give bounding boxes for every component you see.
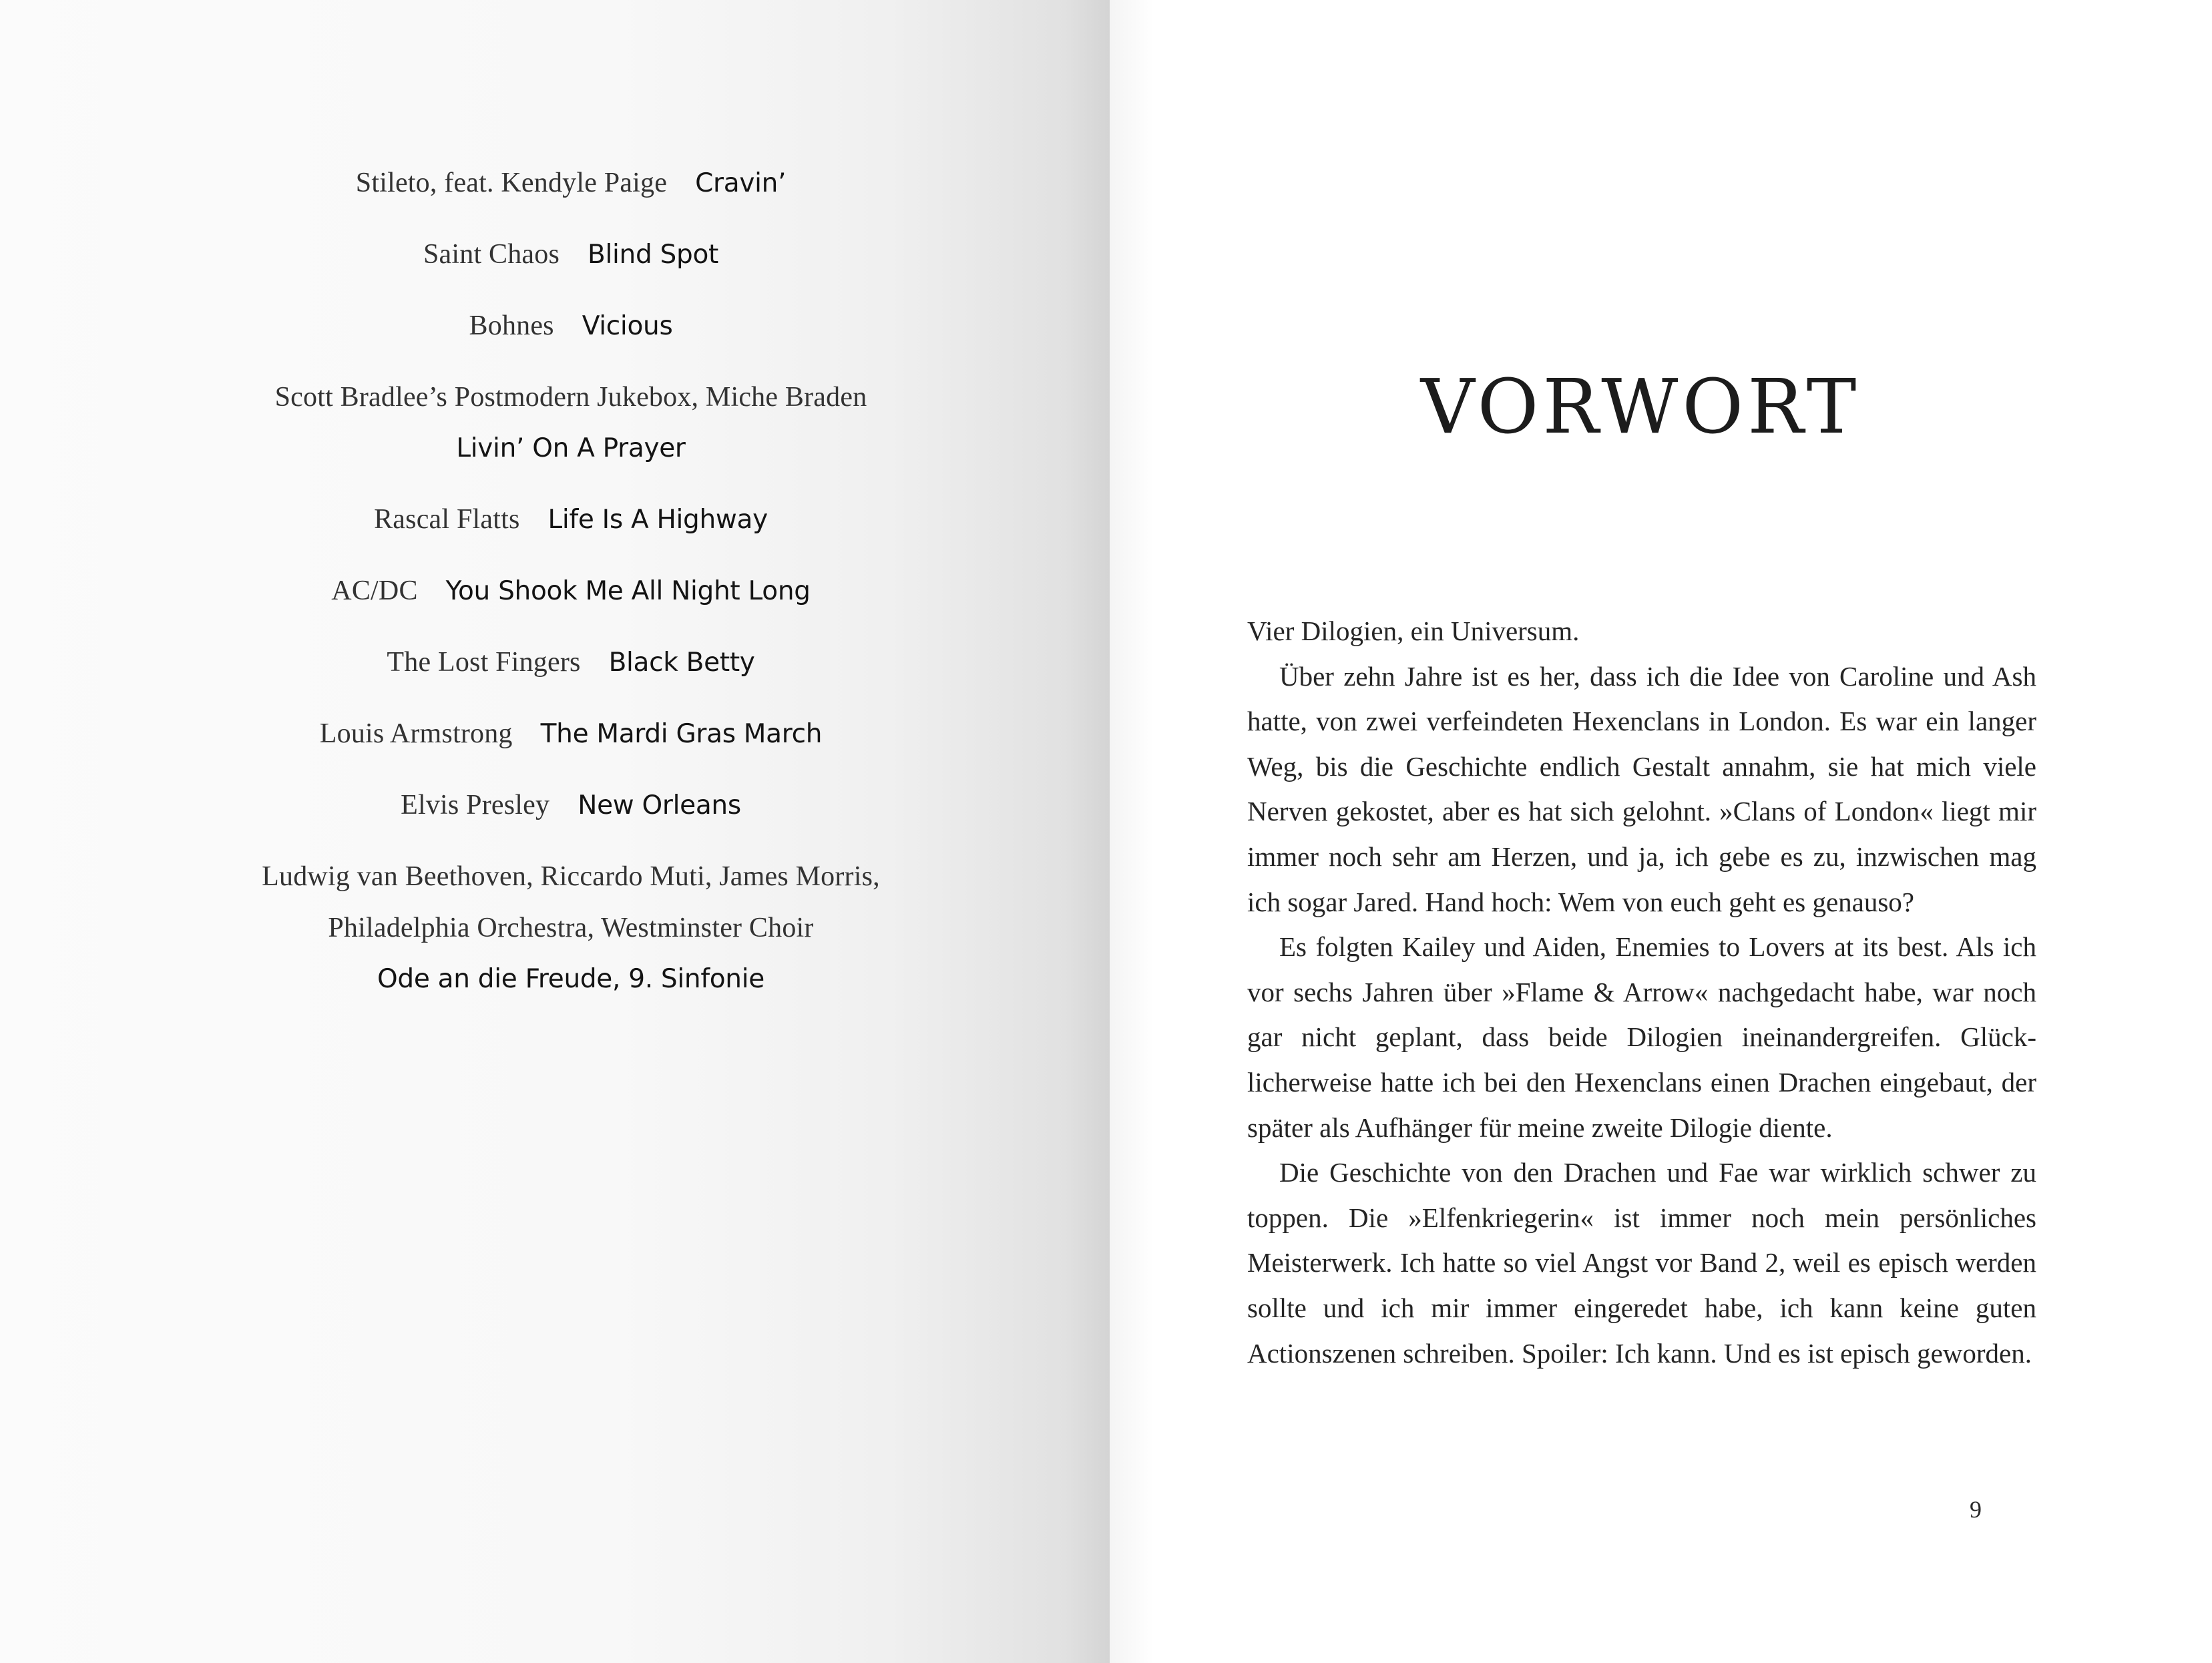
playlist-entry	[174, 497, 968, 548]
track-title: Life Is A Highway	[547, 505, 768, 535]
track-artist: Rascal Flatts	[374, 504, 520, 535]
track-title: The Mardi Gras March	[540, 719, 823, 749]
track-title: Livin’ On A Prayer	[456, 433, 686, 463]
playlist-entry	[174, 782, 968, 834]
track-title: Vicious	[582, 311, 673, 341]
track-artist: AC/DC	[331, 575, 418, 606]
page-number: 9	[1970, 1496, 1982, 1523]
track-artist: Scott Bradlee’s Postmodern Jukebox, Miche Braden	[274, 382, 867, 413]
playlist-entry	[174, 232, 968, 283]
paragraph: Über zehn Jahre ist es her, dass ich die Idee von Caroline und Ash hatte, von zwei verfeindeten Hexenclans in London. Es war ein langer Weg, bis die Geschichte endlich Gestalt annahm, sie hat mich viele Nerven gekostet, aber es hat sich gelohnt. »Clans of London« liegt mir immer noch sehr am Herzen, und ja, ich gebe es zu, inzwischen mag ich sogar Jared. Hand hoch: Wem von euch geht es genauso?	[1247, 660, 2036, 917]
track-title: You Shook Me All Night Long	[445, 576, 811, 606]
chapter-body	[1247, 609, 2036, 1376]
track-artist: Louis Armstrong	[319, 718, 513, 749]
paragraph: Die Geschichte von den Drachen und Fae war wirklich schwer zu toppen. Die »Elfenkriegerin« ist immer noch mein persönliches Meisterwerk. Ich hatte so viel Angst vor Band 2, weil es episch werden sollte und ich mir immer eingeredet habe, ich kann keine guten Actionszenen schreiben. Spoiler: Ich kann. Und es ist episch geworden.	[1247, 1157, 2036, 1369]
track-title: Black Betty	[608, 648, 755, 678]
playlist-entry	[174, 568, 968, 620]
paragraph: Vier Dilogien, ein Universum.	[1247, 616, 1580, 646]
playlist-entry	[174, 711, 968, 762]
track-artist: Philadelphia Orchestra, Westminster Choir	[328, 913, 814, 943]
paragraph: Es folgten Kailey und Aiden, Enemies to Lovers at its best. Als ich vor sechs Jahren über »Flame & Arrow« nachgedacht habe, war noch gar nicht geplant, dass beide Dilogien ineinandergreifen. Glücklicherweise hatte ich bei den Hexenclans einen Drachen eingebaut, der später als Aufhänger für meine zweite Dilogie diente.	[1247, 931, 2036, 1143]
playlist-entry	[174, 640, 968, 691]
playlist-entry	[174, 303, 968, 354]
playlist-entry	[174, 375, 968, 477]
track-artist: Saint Chaos	[423, 239, 560, 270]
playlist	[174, 160, 968, 1027]
track-title: Ode an die Freude, 9. Sinfonie	[377, 964, 764, 994]
track-artist: Bohnes	[469, 310, 554, 341]
track-artist: Ludwig van Beethoven, Riccardo Muti, James Morris,	[262, 861, 880, 892]
track-artist: Stileto, feat. Kendyle Paige	[355, 168, 668, 198]
playlist-entry	[174, 854, 968, 1007]
track-title: New Orleans	[578, 790, 741, 820]
track-title: Blind Spot	[588, 240, 718, 270]
track-artist: Elvis Presley	[401, 790, 550, 820]
playlist-entry	[174, 160, 968, 212]
track-artist: The Lost Fingers	[387, 647, 581, 678]
track-title: Cravin’	[695, 168, 787, 198]
chapter-title: VORWORT	[1420, 364, 1861, 451]
